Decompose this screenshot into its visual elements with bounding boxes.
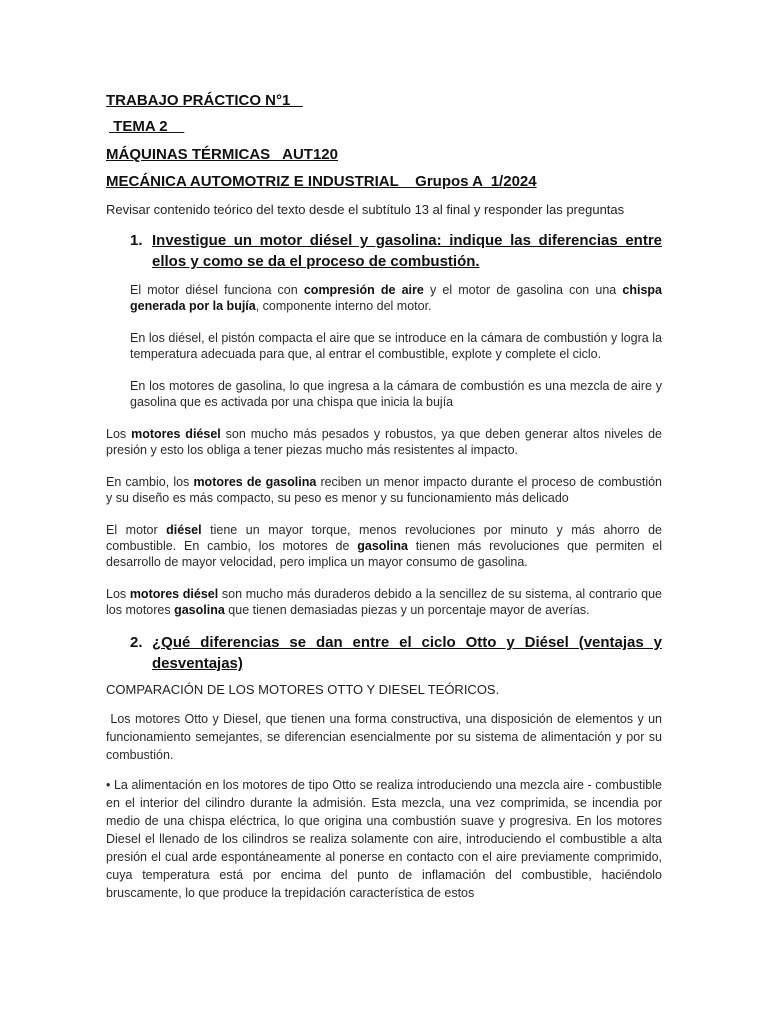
text-run: tiene un mayor torque, menos revoluciones por minuto y más ahorro de combustible. En cambio, los motores de xyxy=(106,523,663,553)
answer-1-paragraph xyxy=(130,282,662,314)
text-run: Los xyxy=(106,587,130,601)
bold-run: chispa generada por la bujía xyxy=(130,283,662,313)
text-run: que tienen demasiadas piezas y un porcentaje mayor de averías. xyxy=(224,603,590,617)
answer-1-paragraph xyxy=(106,426,662,458)
bold-run: compresión de aire xyxy=(303,283,424,297)
instructions: Revisar contenido teórico del texto desde el subtítulo 13 al final y responder las preguntas xyxy=(106,202,625,217)
text-run: Los xyxy=(106,427,132,441)
answer-1-paragraph: En los diésel, el pistón compacta el aire que se introduce en la cámara de combustión y logra la temperatura adecuada para que, al entrar el combustible, explote y complete el ciclo. xyxy=(130,331,662,361)
answer-2-paragraph: Los motores Otto y Diesel, que tienen una forma constructiva, una disposición de elementos y un funcionamiento semejantes, se diferencian esencialmente por su sistema de alimentación y por su combustión. xyxy=(106,712,666,762)
doc-course: MÁQUINAS TÉRMICAS AUT120 xyxy=(106,146,338,163)
question-1 xyxy=(130,230,662,272)
text-run: , componente interno del motor. xyxy=(255,299,432,313)
text-run: son mucho más duraderos debido a la sencillez de su sistema, al contrario que los motores xyxy=(106,587,662,617)
answer-2-title: COMPARACIÓN DE LOS MOTORES OTTO Y DIESEL TEÓRICOS. xyxy=(106,682,500,697)
text-run: y el motor de gasolina con una xyxy=(423,283,623,297)
doc-program: MECÁNICA AUTOMOTRIZ E INDUSTRIAL Grupos A 1/2024 xyxy=(106,173,537,190)
text-run: El motor diésel funciona con xyxy=(130,283,304,297)
question-2-number: 2. xyxy=(130,634,143,651)
question-1-number: 1. xyxy=(130,232,143,249)
answer-1-paragraph xyxy=(106,522,662,570)
text-run: En cambio, los xyxy=(106,475,194,489)
answer-1-paragraph xyxy=(106,474,662,506)
text-run: El motor xyxy=(106,523,167,537)
answer-2-paragraph: • La alimentación en los motores de tipo Otto se realiza introduciendo una mezcla aire - combustible en el interior del cilindro durante la admisión. Esta mezcla, una vez comprimida, se incendia por medio de una chispa eléctrica, lo que origina una combustión suave y progresiva. En los motores Diesel el llenado de los cilindros se realiza solamente con aire, introduciendo el combustible a alta presión el cual arde espontáneamente al ponerse en contacto con el aire previamente comprimido, cuya temperatura está por encima del punto de inflamación del combustible, haciéndolo bruscamente, lo que produce la trepidación característica de estos xyxy=(106,778,662,900)
doc-topic: TEMA 2 xyxy=(109,118,185,135)
question-1-text: Investigue un motor diésel y gasolina: indique las diferencias entre ellos y como se da el proceso de combustión. xyxy=(152,232,662,270)
question-2-text: ¿Qué diferencias se dan entre el ciclo Otto y Diésel (ventajas y desventajas) xyxy=(152,634,662,672)
question-2 xyxy=(130,632,662,674)
doc-title: TRABAJO PRÁCTICO N°1 xyxy=(106,92,303,109)
answer-1-paragraph xyxy=(106,586,662,618)
answer-1-paragraph: En los motores de gasolina, lo que ingresa a la cámara de combustión es una mezcla de aire y gasolina que es activada por una chispa que inicia la bujía xyxy=(130,379,662,409)
bold-run: motores diésel xyxy=(129,587,219,601)
bold-run: diésel xyxy=(166,523,202,537)
bold-run: motores de gasolina xyxy=(193,475,317,489)
text-run: son mucho más pesados y robustos, ya que deben generar altos niveles de presión y esto los obliga a tener piezas mucho más resistentes al impacto. xyxy=(106,427,662,457)
text-run: reciben un menor impacto durante el proceso de combustión y su diseño es más compacto, su peso es menor y su funcionamiento más delicado xyxy=(106,475,662,505)
bold-run: gasolina xyxy=(174,603,225,617)
text-run: tienen más revoluciones que permiten el desarrollo de mayor velocidad, pero implica un mayor consumo de gasolina. xyxy=(106,539,663,569)
bold-run: motores diésel xyxy=(131,427,221,441)
bold-run: gasolina xyxy=(357,539,408,553)
